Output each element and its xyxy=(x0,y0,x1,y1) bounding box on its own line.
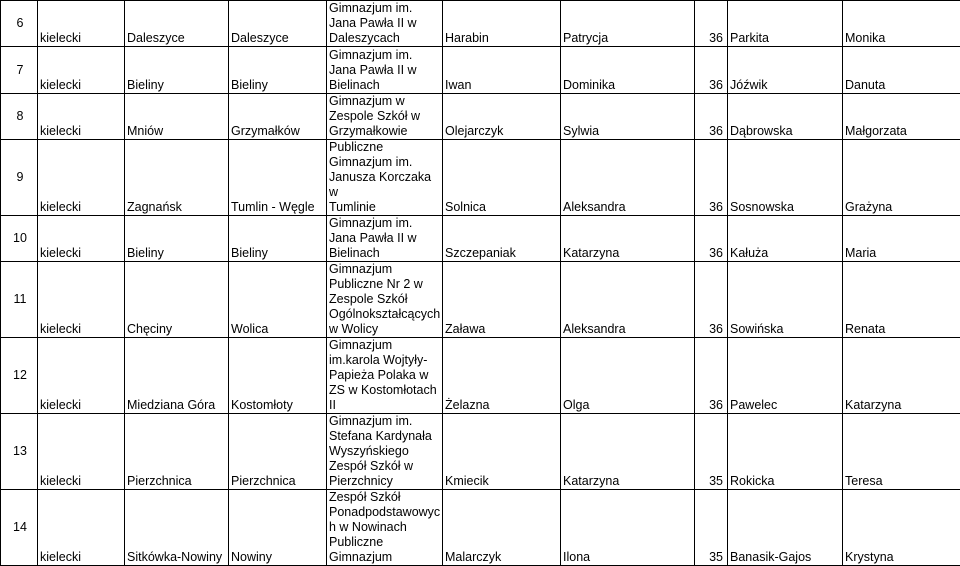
row-number: 9 xyxy=(1,140,38,216)
teacher-last-name-cell: Rokicka xyxy=(728,414,843,490)
hours-cell: 36 xyxy=(695,338,728,414)
row-number: 12 xyxy=(1,338,38,414)
teacher-first-name-cell: Monika xyxy=(843,1,960,47)
last-name-cell: Solnica xyxy=(443,140,561,216)
teacher-first-name-cell: Małgorzata xyxy=(843,94,960,140)
table-row xyxy=(1,262,960,338)
county-cell: kielecki xyxy=(38,1,125,47)
last-name-cell: Olejarczyk xyxy=(443,94,561,140)
hours-cell: 36 xyxy=(695,140,728,216)
last-name-cell: Żelazna xyxy=(443,338,561,414)
county-cell: kielecki xyxy=(38,216,125,262)
teacher-first-name-cell: Teresa xyxy=(843,414,960,490)
gmina-cell: Zagnańsk xyxy=(125,140,229,216)
county-cell: kielecki xyxy=(38,140,125,216)
row-number: 6 xyxy=(1,1,38,47)
gmina-cell: Bieliny xyxy=(125,47,229,94)
hours-cell: 35 xyxy=(695,414,728,490)
first-name-cell: Katarzyna xyxy=(561,414,695,490)
row-number: 7 xyxy=(1,47,38,94)
teacher-first-name-cell: Renata xyxy=(843,262,960,338)
hours-cell: 36 xyxy=(695,262,728,338)
last-name-cell: Malarczyk xyxy=(443,490,561,566)
table-row xyxy=(1,414,960,490)
row-number: 14 xyxy=(1,490,38,566)
school-cell: Gimnazjum im. Jana Pawła II w Daleszycach xyxy=(327,1,443,47)
gmina-cell: Mniów xyxy=(125,94,229,140)
last-name-cell: Harabin xyxy=(443,1,561,47)
hours-cell: 36 xyxy=(695,1,728,47)
gmina-cell: Pierzchnica xyxy=(125,414,229,490)
table-row xyxy=(1,94,960,140)
table-row xyxy=(1,216,960,262)
town-cell: Pierzchnica xyxy=(229,414,327,490)
teacher-last-name-cell: Pawelec xyxy=(728,338,843,414)
hours-cell: 36 xyxy=(695,216,728,262)
last-name-cell: Iwan xyxy=(443,47,561,94)
school-cell: Gimnazjum im. Stefana Kardynała Wyszyńskiego Zespół Szkół w Pierzchnicy xyxy=(327,414,443,490)
teacher-last-name-cell: Parkita xyxy=(728,1,843,47)
school-cell: Gimnazjum im. Jana Pawła II w Bielinach xyxy=(327,216,443,262)
hours-cell: 35 xyxy=(695,490,728,566)
teacher-last-name-cell: Kałuża xyxy=(728,216,843,262)
teacher-first-name-cell: Krystyna xyxy=(843,490,960,566)
gmina-cell: Sitkówka-Nowiny xyxy=(125,490,229,566)
teacher-last-name-cell: Banasik-Gajos xyxy=(728,490,843,566)
town-cell: Daleszyce xyxy=(229,1,327,47)
first-name-cell: Patrycja xyxy=(561,1,695,47)
school-cell: Publiczne Gimnazjum im. Janusza Korczaka w Tumlinie xyxy=(327,140,443,216)
first-name-cell: Sylwia xyxy=(561,94,695,140)
first-name-cell: Ilona xyxy=(561,490,695,566)
school-cell: Zespół Szkół Ponadpodstawowyc h w Nowinach Publiczne Gimnazjum xyxy=(327,490,443,566)
table-row xyxy=(1,47,960,94)
teacher-last-name-cell: Sosnowska xyxy=(728,140,843,216)
teacher-first-name-cell: Danuta xyxy=(843,47,960,94)
county-cell: kielecki xyxy=(38,47,125,94)
table-row xyxy=(1,338,960,414)
teacher-first-name-cell: Grażyna xyxy=(843,140,960,216)
teacher-first-name-cell: Katarzyna xyxy=(843,338,960,414)
county-cell: kielecki xyxy=(38,414,125,490)
first-name-cell: Aleksandra xyxy=(561,140,695,216)
gmina-cell: Chęciny xyxy=(125,262,229,338)
town-cell: Nowiny xyxy=(229,490,327,566)
gmina-cell: Miedziana Góra xyxy=(125,338,229,414)
gmina-cell: Bieliny xyxy=(125,216,229,262)
county-cell: kielecki xyxy=(38,262,125,338)
town-cell: Grzymałków xyxy=(229,94,327,140)
first-name-cell: Dominika xyxy=(561,47,695,94)
school-cell: Gimnazjum w Zespole Szkół w Grzymałkowie xyxy=(327,94,443,140)
school-cell: Gimnazjum Publiczne Nr 2 w Zespole Szkół Ogólnokształcących w Wolicy xyxy=(327,262,443,338)
teacher-last-name-cell: Sowińska xyxy=(728,262,843,338)
town-cell: Bieliny xyxy=(229,216,327,262)
teacher-last-name-cell: Jóźwik xyxy=(728,47,843,94)
first-name-cell: Olga xyxy=(561,338,695,414)
row-number: 10 xyxy=(1,216,38,262)
school-cell: Gimnazjum im. Jana Pawła II w Bielinach xyxy=(327,47,443,94)
teacher-first-name-cell: Maria xyxy=(843,216,960,262)
town-cell: Kostomłoty xyxy=(229,338,327,414)
town-cell: Bieliny xyxy=(229,47,327,94)
hours-cell: 36 xyxy=(695,94,728,140)
row-number: 8 xyxy=(1,94,38,140)
town-cell: Wolica xyxy=(229,262,327,338)
hours-cell: 36 xyxy=(695,47,728,94)
county-cell: kielecki xyxy=(38,490,125,566)
county-cell: kielecki xyxy=(38,338,125,414)
last-name-cell: Szczepaniak xyxy=(443,216,561,262)
table-row xyxy=(1,1,960,47)
last-name-cell: Zaława xyxy=(443,262,561,338)
last-name-cell: Kmiecik xyxy=(443,414,561,490)
table-body xyxy=(1,1,960,566)
first-name-cell: Katarzyna xyxy=(561,216,695,262)
town-cell: Tumlin - Węgle xyxy=(229,140,327,216)
row-number: 13 xyxy=(1,414,38,490)
table-row xyxy=(1,140,960,216)
table-row xyxy=(1,490,960,566)
row-number: 11 xyxy=(1,262,38,338)
school-cell: Gimnazjum im.karola Wojtyły- Papieża Polaka w ZS w Kostomłotach II xyxy=(327,338,443,414)
first-name-cell: Aleksandra xyxy=(561,262,695,338)
gmina-cell: Daleszyce xyxy=(125,1,229,47)
teacher-last-name-cell: Dąbrowska xyxy=(728,94,843,140)
county-cell: kielecki xyxy=(38,94,125,140)
